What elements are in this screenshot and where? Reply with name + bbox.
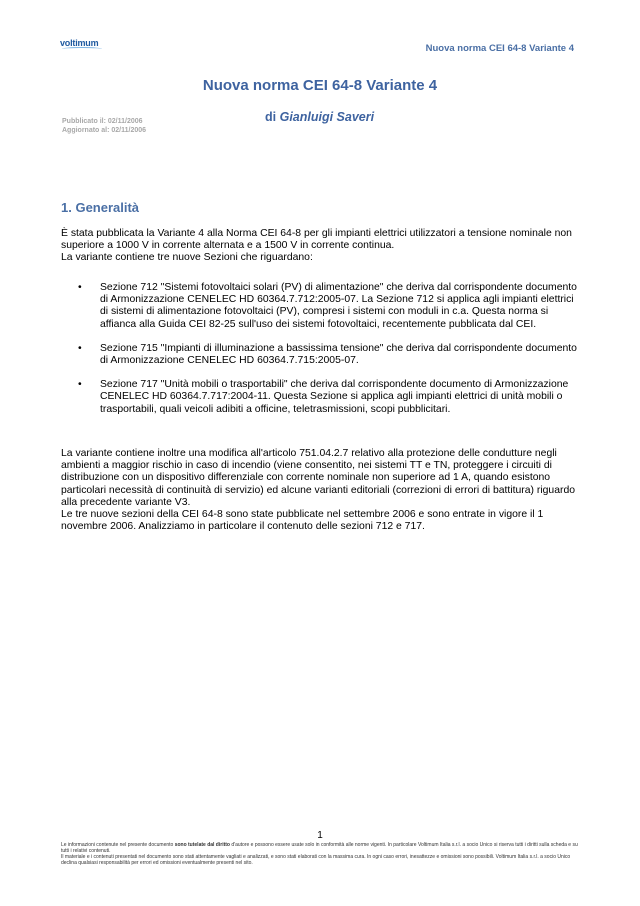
legal-footer	[61, 842, 581, 866]
author-line	[265, 110, 374, 124]
page-number: 1	[317, 830, 323, 841]
list-item-text: Sezione 712 "Sistemi fotovoltaici solari (PV) di alimentazione" che deriva dal corrispondente documento di Armonizzazione CENELEC HD 60364.7.712:2005-07. La Sezione 712 si applica agli impianti elettrici di sistemi di alimentazione fotovoltaici (PV), compresi i sistemi con moduli in c.a. Questa norma si affianca alla Guida CEI 82-25 sull'uso dei sistemi fotovoltaici, recentemente pubblicata dal CEI.	[100, 282, 577, 330]
logo-text: voltimum	[60, 38, 99, 48]
list-item-text: Sezione 717 "Unità mobili o trasportabili" che deriva dal corrispondente documento di Armonizzazione CENELEC HD 60364.7.717:2004-11. Questa Sezione si applica agli impianti elettrici di unità mobili o trasportabili, quali veicoli adibiti a officine, teletrasmissioni, scopi pubblicitari.	[100, 379, 569, 415]
updated-date: Aggiornato al: 02/11/2006	[62, 127, 147, 134]
publication-meta	[62, 117, 146, 135]
footer-copyright: Le informazioni contenute nel presente documento sono tutelate dal diritto d'autore e possono essere usate solo in conformità alle norme vigenti. In particolare Voltimum Italia s.r.l. a socio Unico si riserva tutti i diritti sulla scheda e su tutti i relativi contenuti.	[61, 842, 578, 854]
running-header-title: Nuova norma CEI 64-8 Variante 4	[425, 43, 574, 54]
bullet-icon: •	[78, 342, 82, 354]
list-item	[78, 343, 578, 367]
voltimum-logo	[60, 38, 106, 50]
author-name: Gianluigi Saveri	[279, 110, 375, 124]
sections-list	[78, 282, 578, 428]
author-prefix: di	[265, 110, 277, 124]
bullet-icon: •	[78, 379, 82, 391]
footer-disclaimer: Il materiale e i contenuti presentati nel documento sono stati attentamente vagliati e analizzati, e sono stati elaborati con la massima cura. In ogni caso errori, inesattezze e omissioni sono possibili. Voltimum Italia s.r.l. a socio Unico declina qualsiasi responsabilità per errori ed omissioni eventualmente presenti nel sito.	[61, 854, 571, 866]
section-heading: 1. Generalità	[61, 200, 140, 215]
intro-paragraph: È stata pubblicata la Variante 4 alla Norma CEI 64-8 per gli impianti elettrici utilizzatori a tensione nominale non superiore a 1000 V in corrente alternata e a 1500 V in corrente continua. La variante contiene tre nuove Sezioni che riguardano:	[61, 228, 572, 264]
document-title: Nuova norma CEI 64-8 Variante 4	[202, 77, 438, 94]
list-item	[78, 282, 578, 331]
published-date: Pubblicato il: 02/11/2006	[62, 118, 143, 125]
list-item	[78, 379, 578, 416]
bullet-icon: •	[78, 282, 82, 293]
logo-arc-icon	[62, 47, 102, 51]
closing-paragraph: La variante contiene inoltre una modifica all'articolo 751.04.2.7 relativo alla protezione delle condutture negli ambienti a maggior rischio in caso di incendio (viene consentito, nei sistemi TT e TN, proteggere i circuiti di distribuzione con un dispositivo differenziale con corrente nominale non superiore ad 1 A, quando esistono particolari necessità di continuità di servizio) ed alcune varianti editoriali (correzioni di errori di battitura) riguardo alla precedente variante V3. Le tre nuove sezioni della CEI 64-8 sono state pubblicate nel settembre 2006 e sono entrate in vigore il 1 novembre 2006. Analizziamo in particolare il contenuto delle sezioni 712 e 717.	[61, 448, 575, 533]
list-item-text: Sezione 715 "Impianti di illuminazione a bassissima tensione" che deriva dal corrispondente documento di Armonizzazione CENELEC HD 60364.7.715:2005-07.	[100, 342, 577, 367]
